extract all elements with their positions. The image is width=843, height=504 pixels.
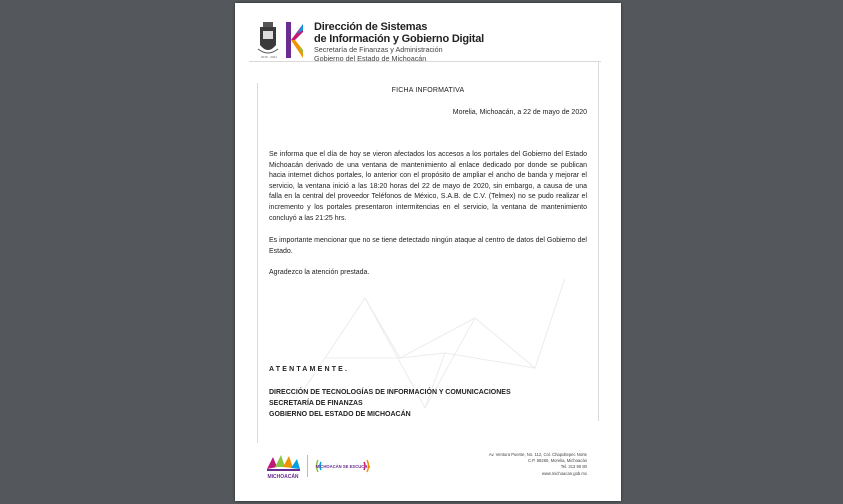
signature-line-3: GOBIERNO DEL ESTADO DE MICHOACÁN (269, 411, 411, 418)
michoacan-logo-icon (263, 453, 303, 481)
org-subtitle-line1: Secretaría de Finanzas y Administración (314, 45, 443, 54)
org-subtitle-line2: Gobierno del Estado de Michoacán (314, 54, 427, 63)
address-line-3: Tel. 313 90 80 (560, 464, 587, 470)
org-name-line1: Dirección de Sistemas (314, 21, 428, 33)
state-seal-icon (257, 21, 279, 59)
document-page (235, 3, 621, 501)
signature-line-1: DIRECCIÓN DE TECNOLOGÍAS DE INFORMACIÓN Y COMUNICACIONES (269, 389, 511, 396)
footer-logo-left-text: MICHOACÁN (267, 474, 299, 480)
frame-left-line (257, 83, 258, 443)
body-paragraph-2: Es importante mencionar que no se tiene detectado ningún ataque al centro de datos del Gobierno del Estado. (269, 237, 587, 255)
header-block (314, 21, 484, 63)
seal-caption: 2015 - 2021 (260, 55, 277, 59)
michoacan-se-escucha-logo-icon (315, 457, 370, 475)
document-title: FICHA INFORMATIVA (391, 87, 465, 94)
frame-right-line (598, 61, 599, 421)
address-line-1: Av. Ventura Puente, No. 112, Col. Chapultepec Norte (488, 452, 587, 457)
gobierno-digital-logo-icon (286, 20, 304, 60)
document-date: Morelia, Michoacán, a 22 de mayo de 2020 (452, 109, 587, 116)
footer-address (489, 452, 587, 477)
body-paragraph-3: Agradezco la atención prestada. (269, 269, 370, 276)
footer-logo-right-text: MICHOACÁN SE ESCUCHA (315, 464, 370, 469)
signature-line-2: SECRETARÍA DE FINANZAS (269, 400, 363, 407)
body-paragraph-1: Se informa que el día de hoy se vieron afectados los accesos a los portales del Gobierno del Estado Michoacán derivado de una ventana de mantenimiento al enlace dedicado por donde se publican hacia internet dichos portales, lo anterior con el propósito de ampliar el ancho de banda y mejorar el servicio, la ventana inició a las 18:20 horas del 22 de mayo de 2020, sin embargo, a causa de una falla en la central del proveedor Teléfonos de México, S.A.B. de C.V. (Telmex) no se pudo realizar el incremento y los portales presentaron intermitencias en el servicio, la ventana de mantenimiento concluyó a las 21:25 hrs. (269, 151, 587, 222)
footer-separator (307, 455, 308, 477)
org-name-line2: de Información y Gobierno Digital (314, 33, 485, 45)
address-line-2: C.P. 58260, Morelia, Michoacán (527, 458, 587, 464)
closing-text: ATENTAMENTE. (269, 366, 350, 373)
address-website-link[interactable]: www.michoacan.gob.mx (541, 470, 587, 476)
